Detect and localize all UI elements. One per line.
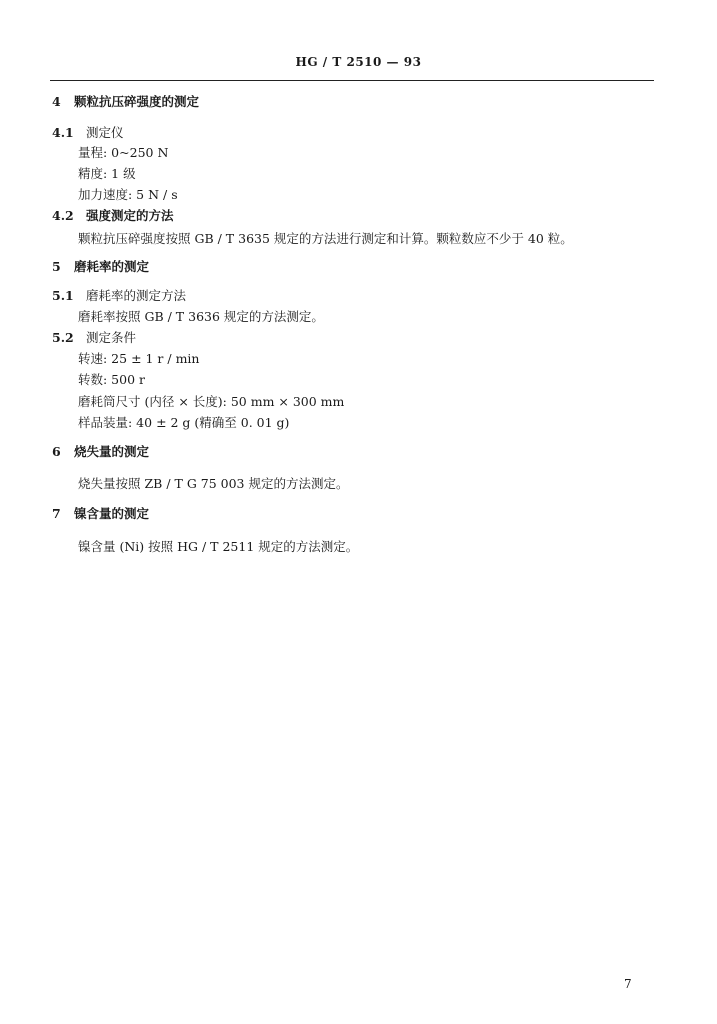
section-number: 5 (52, 259, 61, 274)
precision-spec: 精度: 1 级 (78, 166, 136, 181)
subsection-number: 5.1 (52, 288, 74, 303)
section-7-text: 镍含量 (Ni) 按照 HG / T 2511 规定的方法测定。 (78, 539, 359, 554)
section-4-2-text: 颗粒抗压碎强度按照 GB / T 3635 规定的方法进行测定和计算。颗粒数应不少于 40 粒。 (78, 231, 573, 246)
section-5-1-text: 磨耗率按照 GB / T 3636 规定的方法测定。 (78, 309, 324, 324)
section-5-heading (52, 259, 149, 275)
section-4-heading (52, 94, 199, 110)
subsection-5-2-heading (52, 330, 136, 346)
section-6-text: 烧失量按照 ZB / T G 75 003 规定的方法测定。 (78, 476, 349, 491)
loading-speed-spec: 加力速度: 5 N / s (78, 187, 178, 202)
header-rule (50, 80, 654, 81)
sample-load-spec: 样品装量: 40 ± 2 g (精确至 0. 01 g) (78, 415, 290, 430)
subsection-number: 5.2 (52, 330, 74, 345)
range-spec: 量程: 0~250 N (78, 145, 169, 160)
subsection-title: 测定条件 (86, 330, 137, 345)
revolutions-spec: 转数: 500 r (78, 372, 145, 387)
subsection-number: 4.2 (52, 208, 74, 223)
rotation-speed-spec: 转速: 25 ± 1 r / min (78, 351, 200, 366)
subsection-title: 测定仪 (86, 125, 124, 140)
subsection-4-2-heading (52, 208, 174, 224)
cylinder-size-spec: 磨耗筒尺寸 (内径 × 长度): 50 mm × 300 mm (78, 394, 345, 409)
page-number: 7 (624, 977, 632, 991)
subsection-number: 4.1 (52, 125, 74, 140)
section-title: 镍含量的测定 (74, 506, 150, 521)
section-number: 7 (52, 506, 61, 521)
section-title: 颗粒抗压碎强度的测定 (74, 94, 200, 109)
subsection-title: 磨耗率的测定方法 (86, 288, 187, 303)
subsection-title: 强度测定的方法 (86, 208, 174, 223)
section-number: 4 (52, 94, 61, 109)
standard-code-header: HG / T 2510 — 93 (295, 55, 422, 69)
section-6-heading (52, 444, 149, 460)
subsection-5-1-heading (52, 288, 186, 304)
section-title: 烧失量的测定 (74, 444, 150, 459)
section-7-heading (52, 506, 149, 522)
section-title: 磨耗率的测定 (74, 259, 150, 274)
section-number: 6 (52, 444, 61, 459)
subsection-4-1-heading (52, 125, 124, 141)
